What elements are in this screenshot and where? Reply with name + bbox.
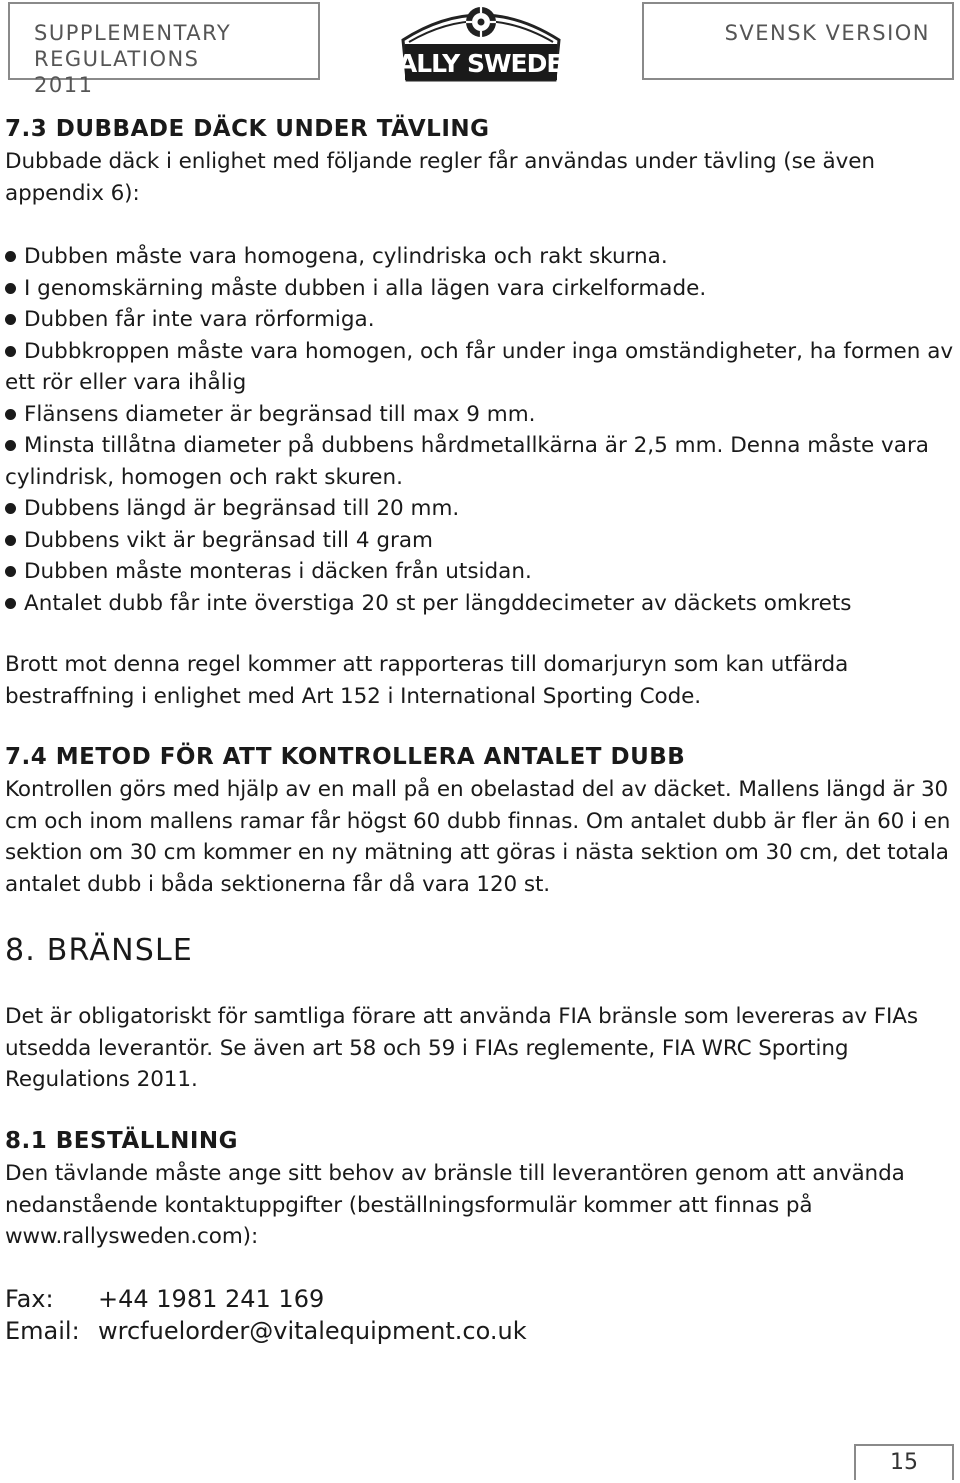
header-title-line1: SUPPLEMENTARY REGULATIONS <box>34 21 232 71</box>
list-item: Dubben måste monteras i däcken från utsidan. <box>5 556 955 588</box>
bullet-icon <box>5 598 16 609</box>
section-7-4-text: Kontrollen görs med hjälp av en mall på en obelastad del av däcket. Mallens längd är 30 cm och inom mallens ramar får högst 60 dubb finnas. Om antalet dubb är fler än 60 i en sektion om 30 cm kommer en ny mätning att göras i nästa sektion om 30 cm, det totala antalet dubb i båda sektionerna får då vara 120 st. <box>5 777 951 897</box>
bullet-icon <box>5 535 16 546</box>
stud-rules-list <box>5 241 955 619</box>
list-item: Flänsens diameter är begränsad till max 9 mm. <box>5 399 955 431</box>
email-value: wrcfuelorder@vitalequipment.co.uk <box>98 1317 527 1345</box>
section-7-3-intro: Dubbade däck i enlighet med följande regler får användas under tävling (se även appendix 6): <box>5 149 875 206</box>
section-8-1-heading: 8.1 BESTÄLLNING <box>5 1128 239 1154</box>
bullet-icon <box>5 566 16 577</box>
bullet-icon <box>5 251 16 262</box>
fax-value: +44 1981 241 169 <box>98 1285 325 1313</box>
bullet-icon <box>5 440 16 451</box>
section-7-4-heading: 7.4 METOD FÖR ATT KONTROLLERA ANTALET DUBB <box>5 744 686 770</box>
fax-label: Fax: <box>5 1285 54 1313</box>
bullet-icon <box>5 314 16 325</box>
list-item: Dubben får inte vara rörformiga. <box>5 304 955 336</box>
contact-block <box>5 1283 955 1347</box>
list-item: I genomskärning måste dubben i alla lägen vara cirkelformade. <box>5 273 955 305</box>
section-7-3-penalty: Brott mot denna regel kommer att rapporteras till domarjuryn som kan utfärda bestraffning i enlighet med Art 152 i International Sporting Code. <box>5 652 849 709</box>
logo-text: RALLY SWEDEN <box>379 49 583 78</box>
header-left-box <box>8 2 320 97</box>
header-title <box>34 20 318 98</box>
bullet-icon <box>5 283 16 294</box>
rally-sweden-logo <box>379 2 583 82</box>
list-item: Minsta tillåtna diameter på dubbens hårdmetallkärna är 2,5 mm. Denna måste vara cylindrisk, homogen och rakt skuren. <box>5 433 929 490</box>
list-item: Dubben måste vara homogena, cylindriska och rakt skurna. <box>5 241 955 273</box>
header-right-box <box>642 2 954 80</box>
section-7-3-heading: 7.3 DUBBADE DÄCK UNDER TÄVLING <box>5 116 490 142</box>
list-item: Dubbens längd är begränsad till 20 mm. <box>5 493 955 525</box>
email-row <box>5 1315 955 1347</box>
page-number-box <box>854 1444 954 1480</box>
list-item: Dubbens vikt är begränsad till 4 gram <box>5 525 955 557</box>
section-8-text: Det är obligatoriskt för samtliga förare att använda FIA bränsle som levereras av FIAs utsedda leverantör. Se även art 58 och 59 i FIAs reglemente, FIA WRC Sporting Regulations 2011. <box>5 1004 919 1092</box>
bullet-icon <box>5 409 16 420</box>
list-item: Antalet dubb får inte överstiga 20 st per längddecimeter av däckets omkrets <box>5 588 955 620</box>
header-year: 2011 <box>34 73 94 97</box>
email-label: Email: <box>5 1317 80 1345</box>
bullet-icon <box>5 503 16 514</box>
header-language: SVENSK VERSION <box>724 21 930 45</box>
page-number: 15 <box>890 1450 918 1475</box>
list-item: Dubbkroppen måste vara homogen, och får under inga omständigheter, ha formen av ett rör eller vara ihålig <box>5 338 954 395</box>
section-8-heading: 8. BRÄNSLE <box>5 933 194 968</box>
fax-row <box>5 1283 955 1315</box>
section-8-1-text: Den tävlande måste ange sitt behov av bränsle till leverantören genom att använda nedanstående kontaktuppgifter (beställningsformulär kommer att finnas på www.rallysweden.com): <box>5 1161 905 1249</box>
bullet-icon <box>5 346 16 357</box>
